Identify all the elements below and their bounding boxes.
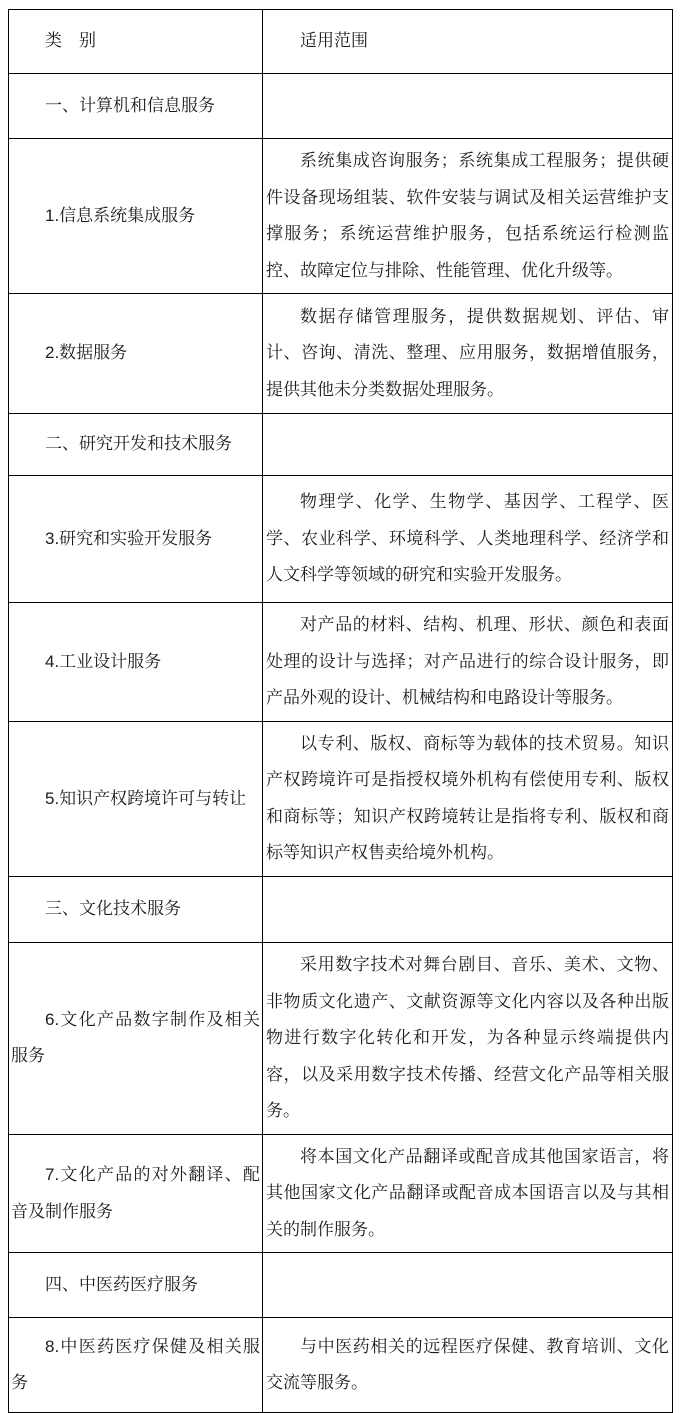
category-cell: 5.知识产权跨境许可与转让	[9, 721, 263, 876]
category-cell: 8.中医药医疗保健及相关服务	[9, 1318, 263, 1413]
header-category: 类 别	[9, 10, 263, 74]
scope-cell: 物理学、化学、生物学、基因学、工程学、医学、农业科学、环境科学、人类地理科学、经济学和人文科学等领域的研究和实验开发服务。	[263, 476, 673, 603]
table-row	[9, 603, 673, 722]
scope-cell: 将本国文化产品翻译或配音成其他国家语言，将其他国家文化产品翻译或配音成本国语言以及与其相关的制作服务。	[263, 1134, 673, 1253]
category-cell: 4.工业设计服务	[9, 603, 263, 722]
scope-cell: 对产品的材料、结构、机理、形状、颜色和表面处理的设计与选择；对产品进行的综合设计服务，即产品外观的设计、机械结构和电路设计等服务。	[263, 603, 673, 722]
header-scope: 适用范围	[263, 10, 673, 74]
scope-cell	[263, 877, 673, 943]
scope-cell	[263, 74, 673, 139]
scope-cell: 采用数字技术对舞台剧目、音乐、美术、文物、非物质文化遗产、文献资源等文化内容以及各种出版物进行数字化转化和开发，为各种显示终端提供内容，以及采用数字技术传播、经营文化产品等相关服务。	[263, 943, 673, 1135]
category-cell: 四、中医药医疗服务	[9, 1253, 263, 1318]
table-row	[9, 74, 673, 139]
category-cell: 一、计算机和信息服务	[9, 74, 263, 139]
category-cell: 6.文化产品数字制作及相关服务	[9, 943, 263, 1135]
category-cell: 3.研究和实验开发服务	[9, 476, 263, 603]
document-page	[0, 9, 681, 1393]
table-row	[9, 721, 673, 876]
table-row	[9, 139, 673, 294]
table-row	[9, 294, 673, 414]
category-cell: 2.数据服务	[9, 294, 263, 414]
table-row	[9, 414, 673, 476]
service-categories-table	[8, 9, 673, 1413]
category-cell: 二、研究开发和技术服务	[9, 414, 263, 476]
table-header-row	[9, 10, 673, 74]
table-row	[9, 476, 673, 603]
scope-cell	[263, 414, 673, 476]
scope-cell	[263, 1253, 673, 1318]
scope-cell: 数据存储管理服务，提供数据规划、评估、审计、咨询、清洗、整理、应用服务，数据增值服务，提供其他未分类数据处理服务。	[263, 294, 673, 414]
scope-cell: 系统集成咨询服务；系统集成工程服务；提供硬件设备现场组装、软件安装与调试及相关运营维护支撑服务；系统运营维护服务，包括系统运行检测监控、故障定位与排除、性能管理、优化升级等。	[263, 139, 673, 294]
table-row	[9, 1134, 673, 1253]
table-row	[9, 1253, 673, 1318]
table-row	[9, 943, 673, 1135]
table-row	[9, 877, 673, 943]
table-row	[9, 1318, 673, 1413]
category-cell: 三、文化技术服务	[9, 877, 263, 943]
category-cell: 7.文化产品的对外翻译、配音及制作服务	[9, 1134, 263, 1253]
scope-cell: 与中医药相关的远程医疗保健、教育培训、文化交流等服务。	[263, 1318, 673, 1413]
category-cell: 1.信息系统集成服务	[9, 139, 263, 294]
scope-cell: 以专利、版权、商标等为载体的技术贸易。知识产权跨境许可是指授权境外机构有偿使用专利、版权和商标等；知识产权跨境转让是指将专利、版权和商标等知识产权售卖给境外机构。	[263, 721, 673, 876]
